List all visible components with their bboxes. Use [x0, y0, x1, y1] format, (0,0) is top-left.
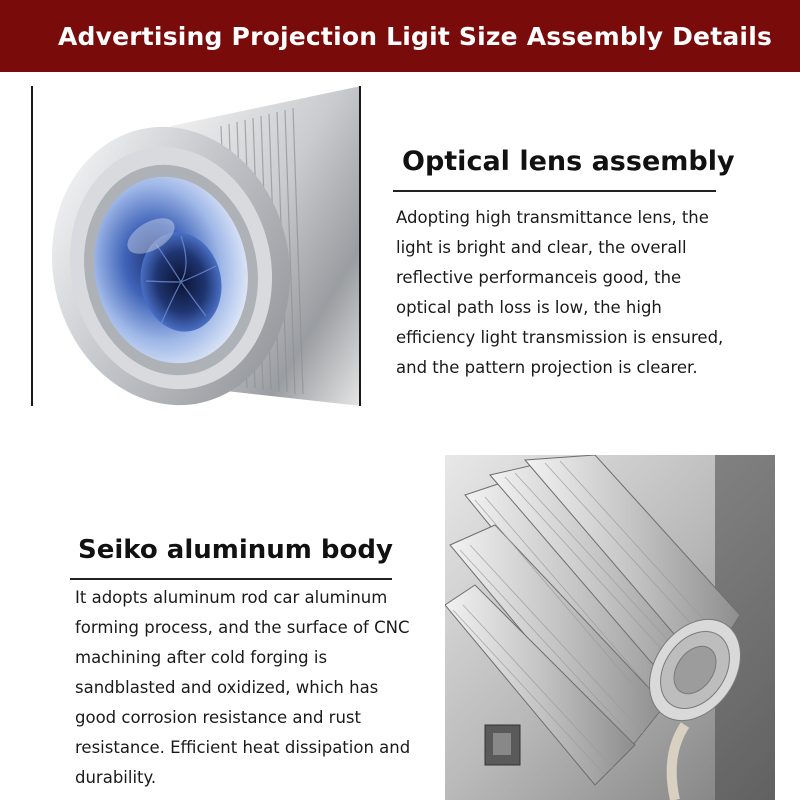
title-banner [0, 0, 800, 72]
camera-lens-photo-icon [31, 86, 361, 406]
photo-frame-left [31, 86, 33, 406]
lens-description-line: light is bright and clear, the overall [396, 238, 687, 257]
lens-description-line: Adopting high transmittance lens, the [396, 208, 709, 227]
lens-description-line: reflective performanceis good, the [396, 268, 682, 287]
photo-frame-right [359, 86, 361, 406]
lens-description-line: and the pattern projection is clearer. [396, 358, 698, 377]
lens-heading-rule [393, 190, 716, 192]
body-description [75, 583, 410, 793]
body-section-heading: Seiko aluminum body [78, 535, 393, 565]
lens-photo [31, 86, 361, 406]
lens-description-line: efficiency light transmission is ensured, [396, 328, 724, 347]
body-description-line: resistance. Efficient heat dissipation and [75, 738, 411, 757]
banner-title: Advertising Projection Ligit Size Assembly Details [57, 21, 773, 51]
lens-description [396, 203, 723, 383]
body-description-line: sandblasted and oxidized, which has [75, 678, 379, 697]
body-description-line: durability. [75, 768, 157, 787]
aluminum-heatsink-photo-icon [445, 455, 775, 800]
body-heading-rule [70, 578, 392, 580]
body-description-line: It adopts aluminum rod car aluminum [75, 588, 388, 607]
heatsink-photo [445, 455, 775, 800]
lens-description-line: optical path loss is low, the high [396, 298, 662, 317]
body-description-line: good corrosion resistance and rust [75, 708, 361, 727]
body-description-line: forming process, and the surface of CNC [75, 618, 410, 637]
body-description-line: machining after cold forging is [75, 648, 328, 667]
lens-section-heading: Optical lens assembly [402, 146, 735, 177]
